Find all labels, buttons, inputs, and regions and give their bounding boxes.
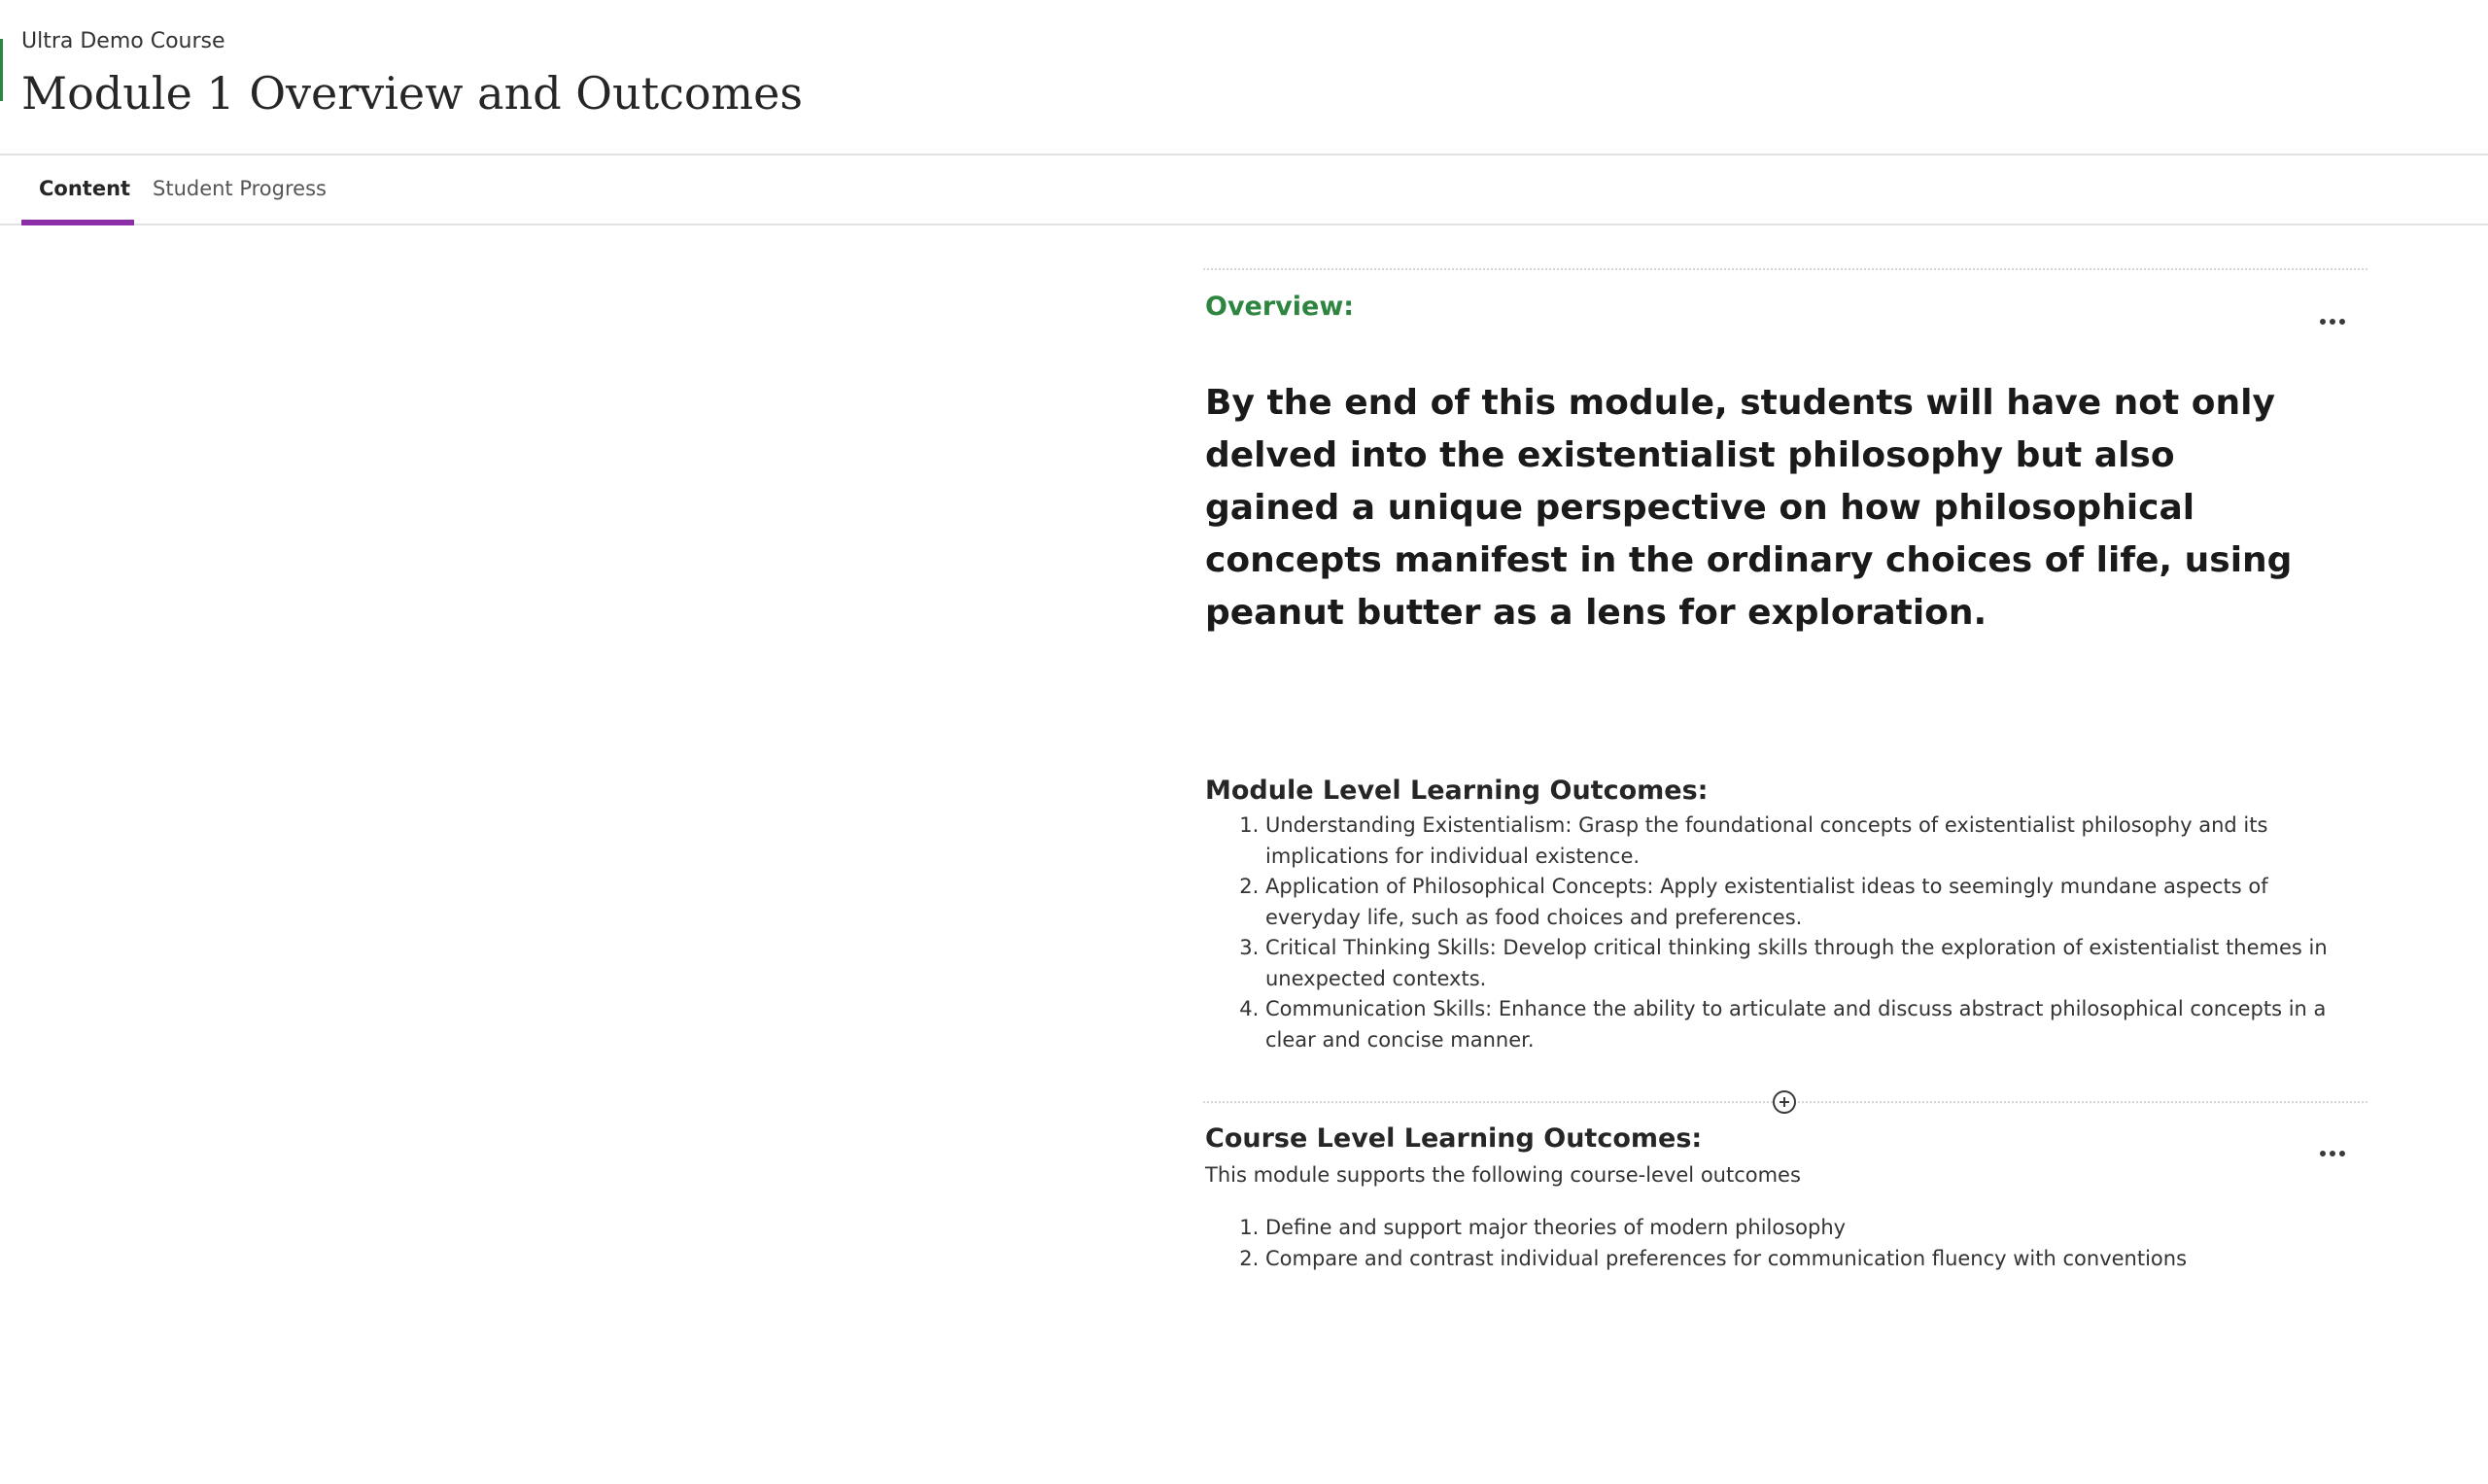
tab-content[interactable]: Content: [21, 155, 134, 224]
tab-student-progress[interactable]: Student Progress: [153, 177, 327, 200]
list-item: 1. Define and support major theories of modern philosophy: [1265, 1213, 2354, 1244]
list-item: 3. Critical Thinking Skills: Develop critical thinking skills through the exploration of existentialist themes in unexpected contexts.: [1265, 933, 2354, 994]
tab-bar: [0, 155, 2488, 225]
more-options-icon[interactable]: [2313, 307, 2352, 336]
list-item: 2. Compare and contrast individual preferences for communication fluency with conventions: [1265, 1244, 2354, 1275]
module-outcomes-heading: Module Level Learning Outcomes:: [1205, 776, 1709, 806]
course-outcomes-subtext: This module supports the following course-level outcomes: [1205, 1163, 1801, 1187]
more-options-icon[interactable]: [2313, 1139, 2352, 1168]
course-outcomes-heading: Course Level Learning Outcomes:: [1205, 1123, 1703, 1154]
content-divider: [1203, 268, 2367, 270]
course-name[interactable]: Ultra Demo Course: [21, 29, 225, 53]
module-outcomes-list: [1205, 811, 2354, 1055]
list-item: 1. Understanding Existentialism: Grasp the foundational concepts of existentialist philosophy and its implications for individual existence.: [1265, 811, 2354, 872]
overview-text: By the end of this module, students will have not only delved into the existentialist philosophy but also gained a unique perspective on how philosophical concepts manifest in the ordinary choices of life, using peanut butter as a lens for exploration.: [1205, 383, 2293, 633]
page-title: Module 1 Overview and Outcomes: [21, 67, 803, 120]
add-content-icon[interactable]: [1773, 1090, 1796, 1114]
page-header: [0, 0, 2488, 155]
list-item: 2. Application of Philosophical Concepts: Apply existentialist ideas to seemingly mundane aspects of everyday life, such as food choices and preferences.: [1265, 872, 2354, 933]
list-item: 4. Communication Skills: Enhance the ability to articulate and discuss abstract philosophical concepts in a clear and concise manner.: [1265, 994, 2354, 1055]
course-outcomes-list: [1205, 1213, 2354, 1274]
overview-label: Overview:: [1205, 292, 1355, 322]
